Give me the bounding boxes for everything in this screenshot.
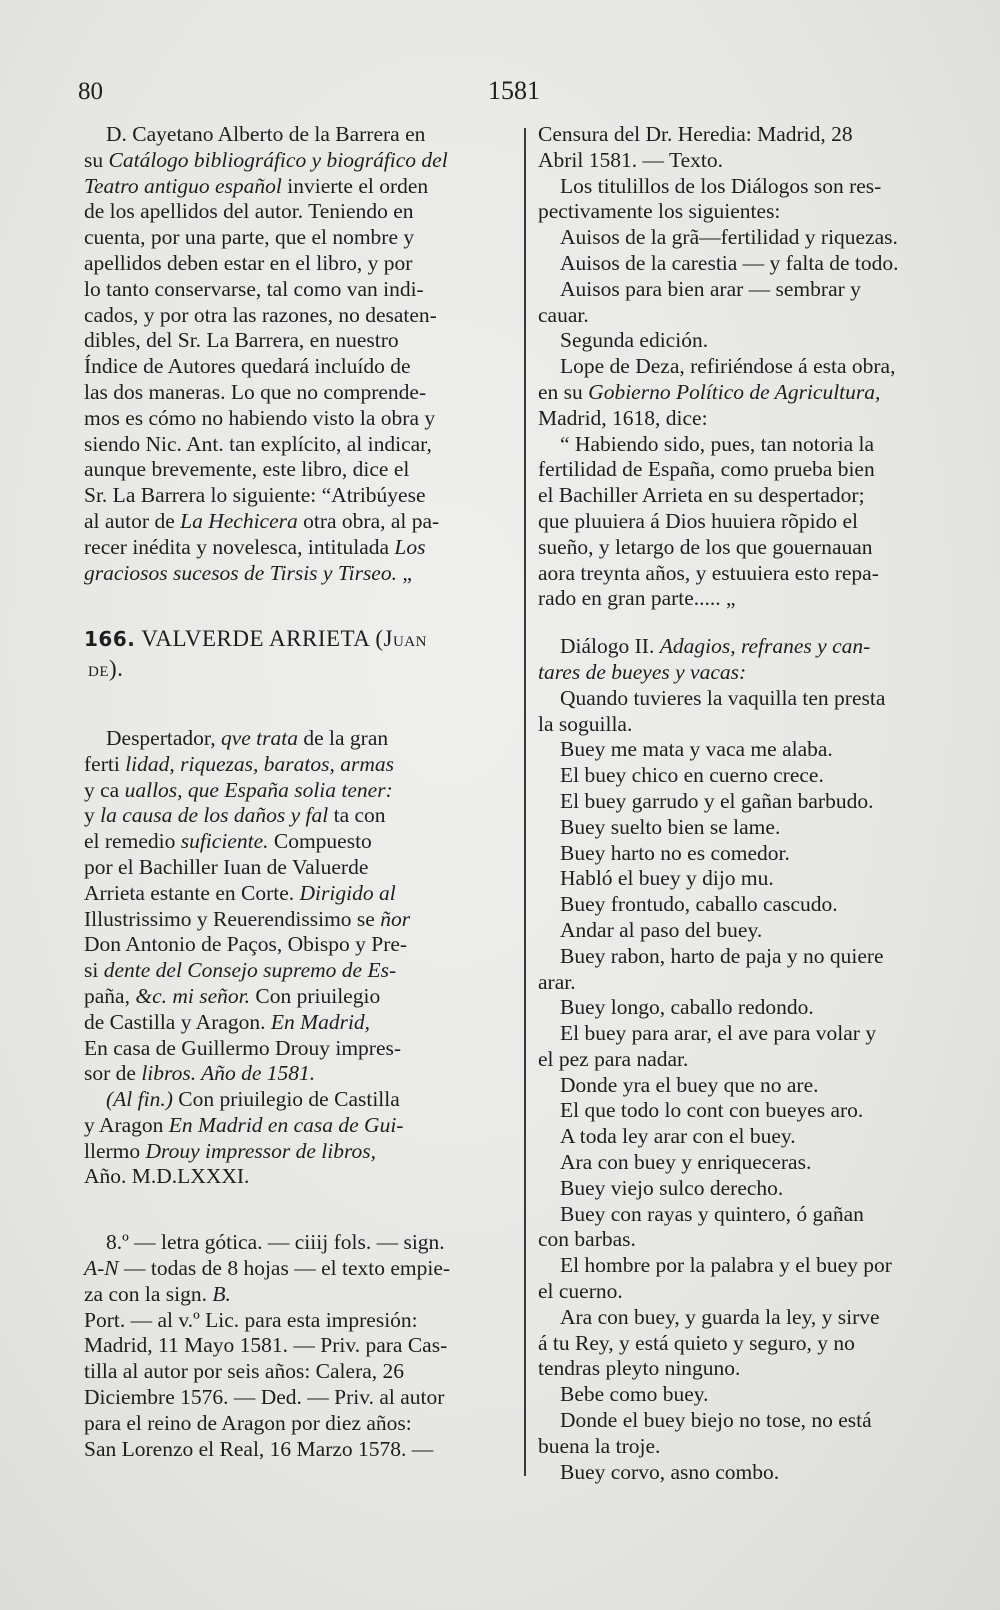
dialog-adages: [538, 634, 962, 1485]
text-line: Buey frontudo, caballo cascudo.: [560, 892, 838, 917]
page-number: 80: [78, 78, 103, 105]
text-line: tilla al autor por seis años: Calera, 26: [84, 1359, 405, 1384]
text-line: la soguilla.: [538, 711, 633, 736]
text-line: Auisos de la carestia — y falta de todo.: [560, 250, 899, 275]
text-line: El hombre por la palabra y el buey por: [560, 1253, 892, 1278]
text-line: D. Cayetano Alberto de la Barrera en: [106, 122, 426, 146]
text-line: pectivamente los siguientes:: [538, 199, 781, 224]
text-line: A toda ley arar con el buey.: [560, 1124, 796, 1149]
text-line: las dos maneras. Lo que no comprende-: [84, 379, 427, 404]
text-line: que pluuiera á Dios huuiera rõpido el: [538, 508, 859, 533]
text-line: llermo Drouy impressor de libros,: [84, 1138, 377, 1163]
text-line: Buey harto no es comedor.: [560, 840, 790, 865]
column-divider: [524, 128, 526, 1476]
text-line: Abril 1581. — Texto.: [538, 147, 724, 172]
text-line: Despertador, qve trata de la gran: [106, 725, 389, 750]
text-line: Diálogo II. Adagios, refranes y can-: [560, 634, 871, 659]
text-line: tendras pleyto ninguno.: [538, 1356, 741, 1381]
text-line: cados, y por otra las razones, no desaten-: [84, 302, 437, 327]
entry-number: 166.: [84, 627, 136, 652]
text-line: Illustrissimo y Reuerendissimo se ñor: [84, 906, 411, 931]
colophon: [84, 1087, 516, 1190]
text-line: dibles, del Sr. La Barrera, en nuestro: [84, 328, 399, 353]
text-line: Bebe como buey.: [560, 1382, 709, 1407]
text-line: (Al fin.) Con priuilegio de Castilla: [106, 1087, 400, 1112]
text-line: el cuerno.: [538, 1279, 623, 1304]
text-line: Ara con buey, y guarda la ley, y sirve: [560, 1304, 880, 1329]
text-line: Los titulillos de los Diálogos son res-: [560, 173, 882, 198]
text-line: Año. M.D.LXXXI.: [84, 1164, 250, 1189]
text-line: El buey garrudo y el gañan barbudo.: [560, 788, 874, 813]
text-line: lo tanto conservarse, tal como van indi-: [84, 276, 424, 301]
text-line: Habló el buey y dijo mu.: [560, 866, 774, 891]
text-line: aora treynta años, y estuuiera esto repa-: [538, 560, 879, 585]
text-line: Índice de Autores quedará incluído de: [84, 354, 411, 379]
text-line: Buey con rayas y quintero, ó gañan: [560, 1201, 864, 1226]
text-line: Quando tuvieres la vaquilla ten presta: [560, 685, 886, 710]
text-line: y la causa de los daños y fal ta con: [84, 803, 386, 828]
text-line: aunque brevemente, este libro, dice el: [84, 457, 410, 482]
text-line: Arrieta estante en Corte. Dirigido al: [84, 880, 396, 905]
text-line: Sr. La Barrera lo siguiente: “Atribúyese: [84, 483, 426, 508]
text-line: recer inédita y novelesca, intitulada Los: [84, 534, 426, 559]
text-line: Port. — al v.º Lic. para esta impresión:: [84, 1307, 418, 1332]
text-line: “ Habiendo sido, pues, tan notoria la: [560, 431, 875, 456]
text-line: paña, &c. mi señor. Con priuilegio: [84, 983, 381, 1008]
text-line: El buey para arar, el ave para volar y: [560, 1021, 877, 1046]
text-line: con barbas.: [538, 1227, 636, 1252]
text-line: cuenta, por una parte, que el nombre y: [84, 225, 415, 250]
text-line: ferti lidad, riquezas, baratos, armas: [84, 751, 394, 776]
text-line: 8.º — letra gótica. — ciiij fols. — sign.: [106, 1230, 445, 1255]
right-column: [538, 122, 962, 1485]
entry-author: VALVERDE ARRIETA (J: [141, 626, 393, 652]
text-line: A-N — todas de 8 hojas — el texto empie-: [84, 1256, 451, 1281]
text-line: Buey viejo sulco derecho.: [560, 1175, 784, 1200]
bibliographic-description: [84, 1230, 516, 1462]
text-line: mos es cómo no habiendo visto la obra y: [84, 405, 436, 430]
text-line: En casa de Guillermo Drouy impres-: [84, 1035, 402, 1060]
text-line: y ca uallos, que España solia tener:: [84, 777, 393, 802]
text-line: Auisos de la grã—fertilidad y riquezas.: [560, 225, 898, 250]
text-line: por el Bachiller Iuan de Valuerde: [84, 854, 369, 879]
text-line: Buey me mata y vaca me alaba.: [560, 737, 833, 762]
text-line: para el reino de Aragon por diez años:: [84, 1410, 412, 1435]
text-line: en su Gobierno Político de Agricultura,: [538, 379, 881, 404]
text-line: el Bachiller Arrieta en su despertador;: [538, 483, 865, 508]
text-line: sueño, y letargo de los que gouernauan: [538, 534, 873, 559]
censura-and-notes: [538, 122, 962, 612]
left-column: [84, 122, 516, 1462]
text-line: Diciembre 1576. — Ded. — Priv. al autor: [84, 1385, 445, 1410]
text-line: Ara con buey y enriqueceras.: [560, 1150, 812, 1175]
text-line: Buey longo, caballo redondo.: [560, 995, 814, 1020]
text-line: Donde el buey biejo no tose, no está: [560, 1408, 872, 1433]
text-line: Lope de Deza, refiriéndose á esta obra,: [560, 354, 896, 379]
text-line: si dente del Consejo supremo de Es-: [84, 958, 397, 983]
text-line: Madrid, 1618, dice:: [538, 405, 708, 430]
text-line: San Lorenzo el Real, 16 Marzo 1578. —: [84, 1436, 434, 1461]
text-line: Donde yra el buey que no are.: [560, 1072, 819, 1097]
text-line: Teatro antiguo español invierte el orden: [84, 173, 429, 198]
text-line: za con la sign. B.: [84, 1281, 231, 1306]
text-line: cauar.: [538, 302, 589, 327]
text-line: El buey chico en cuerno crece.: [560, 763, 824, 788]
text-line: Madrid, 11 Mayo 1581. — Priv. para Cas-: [84, 1333, 448, 1358]
text-line: Buey suelto bien se lame.: [560, 814, 781, 839]
text-line: Buey rabon, harto de paja y no quiere: [560, 943, 884, 968]
text-line: buena la troje.: [538, 1433, 661, 1458]
text-line: de los apellidos del autor. Teniendo en: [84, 199, 414, 224]
text-line: Auisos para bien arar — sembrar y: [560, 276, 861, 301]
book-title-transcription: [84, 726, 516, 1087]
text-line: rado en gran parte..... „: [538, 586, 736, 611]
intro-paragraph: [84, 122, 516, 586]
text-line: el remedio suficiente. Compuesto: [84, 829, 372, 854]
text-line: Buey corvo, asno combo.: [560, 1459, 780, 1484]
text-line: de Castilla y Aragon. En Madrid,: [84, 1009, 371, 1034]
text-line: su Catálogo bibliográfico y biográfico del: [84, 147, 448, 172]
text-line: el pez para nadar.: [538, 1046, 689, 1071]
running-head-year: 1581: [488, 76, 540, 105]
entry-heading: 166. VALVERDE ARRIETA (JUAN DE).: [84, 626, 427, 682]
text-line: á tu Rey, y está quieto y seguro, y no: [538, 1330, 855, 1355]
text-line: Andar al paso del buey.: [560, 917, 763, 942]
text-line: Segunda edición.: [560, 328, 709, 353]
text-line: Don Antonio de Paços, Obispo y Pre-: [84, 932, 408, 957]
text-line: El que todo lo cont con bueyes aro.: [560, 1098, 864, 1123]
text-line: tares de bueyes y vacas:: [538, 659, 747, 684]
text-line: fertilidad de España, como prueba bien: [538, 457, 875, 482]
text-line: graciosos sucesos de Tirsis y Tirseo. „: [84, 560, 412, 585]
text-line: sor de libros. Año de 1581.: [84, 1061, 316, 1086]
text-line: siendo Nic. Ant. tan explícito, al indicar,: [84, 431, 432, 456]
text-line: arar.: [538, 969, 576, 994]
text-line: apellidos deben estar en el libro, y por: [84, 250, 413, 275]
text-line: Censura del Dr. Heredia: Madrid, 28: [538, 122, 853, 146]
text-line: y Aragon En Madrid en casa de Gui-: [84, 1112, 404, 1137]
text-line: al autor de La Hechicera otra obra, al pa-: [84, 508, 440, 533]
